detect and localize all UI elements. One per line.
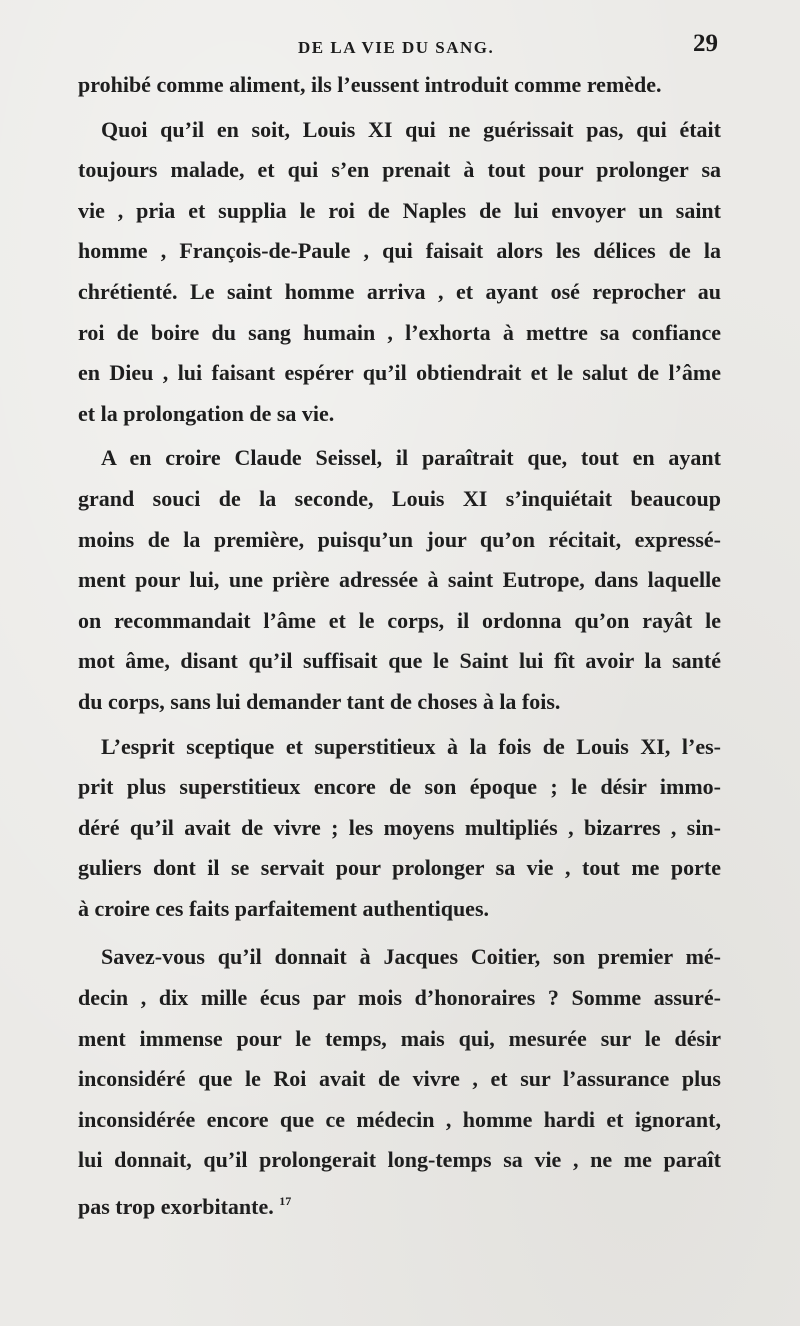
text-line: decin , dix mille écus par mois d’honoraires ? Somme assuré- xyxy=(78,985,721,1011)
text-line: Savez-vous qu’il donnait à Jacques Coitier, son premier mé- xyxy=(101,944,721,970)
text-line: A en croire Claude Seissel, il paraîtrait que, tout en ayant xyxy=(101,445,721,471)
text-line: inconsidérée encore que ce médecin , homme hardi et ignorant, xyxy=(78,1106,721,1132)
text-line: moins de la première, puisqu’un jour qu’on récitait, expressé- xyxy=(78,526,721,552)
text-line: et la prolongation de sa vie. xyxy=(78,400,335,426)
text-line: déré qu’il avait de vivre ; les moyens multipliés , bizarres , sin- xyxy=(78,814,721,840)
text-line: toujours malade, et qui s’en prenait à tout pour prolonger sa xyxy=(78,157,721,183)
text-line: homme , François-de-Paule , qui faisait alors les délices de la xyxy=(78,238,721,264)
text-line-content: pas trop exorbitante. xyxy=(78,1194,274,1220)
text-line: lui donnait, qu’il prolongerait long-temps sa vie , ne me paraît xyxy=(78,1147,721,1173)
page-number: 29 xyxy=(693,30,718,57)
text-line: prohibé comme aliment, ils l’eussent introduit comme remède. xyxy=(78,72,662,97)
paragraph xyxy=(78,110,721,435)
text-line: grand souci de la seconde, Louis XI s’inquiétait beaucoup xyxy=(78,485,721,511)
text-line: vie , pria et supplia le roi de Naples de lui envoyer un saint xyxy=(78,197,721,223)
text-line: en Dieu , lui faisant espérer qu’il obtiendrait et le salut de l’âme xyxy=(78,360,721,386)
paragraph xyxy=(78,937,721,1221)
paragraph xyxy=(78,727,721,930)
paragraph xyxy=(78,438,721,722)
running-head xyxy=(78,28,718,64)
text-line: ment pour lui, une prière adressée à saint Eutrope, dans laquelle xyxy=(78,567,721,593)
text-line: Quoi qu’il en soit, Louis XI qui ne guérissait pas, qui était xyxy=(101,116,721,142)
text-line: guliers dont il se servait pour prolonger sa vie , tout me porte xyxy=(78,855,721,881)
text-line: chrétienté. Le saint homme arriva , et ayant osé reprocher au xyxy=(78,278,721,304)
text-line: inconsidéré que le Roi avait de vivre , et sur l’assurance plus xyxy=(78,1066,721,1092)
running-title: DE LA VIE DU SANG. xyxy=(298,38,495,57)
body-text xyxy=(78,65,721,1222)
text-line: du corps, sans lui demander tant de choses à la fois. xyxy=(78,688,561,714)
text-line: roi de boire du sang humain , l’exhorta à mettre sa confiance xyxy=(78,319,721,345)
text-line: mot âme, disant qu’il suffisait que le Saint lui fît avoir la santé xyxy=(78,648,721,674)
footnote-marker[interactable]: 17 xyxy=(279,1194,292,1209)
text-line: prit plus superstitieux encore de son époque ; le désir immo- xyxy=(78,774,721,800)
text-line: ment immense pour le temps, mais qui, mesurée sur le désir xyxy=(78,1025,721,1051)
text-line: on recommandait l’âme et le corps, il ordonna qu’on rayât le xyxy=(78,607,721,633)
paragraph xyxy=(78,65,721,106)
text-line: à croire ces faits parfaitement authentiques. xyxy=(78,895,490,921)
text-line: L’esprit sceptique et superstitieux à la fois de Louis XI, l’es- xyxy=(101,733,721,759)
text-line xyxy=(78,1181,721,1222)
